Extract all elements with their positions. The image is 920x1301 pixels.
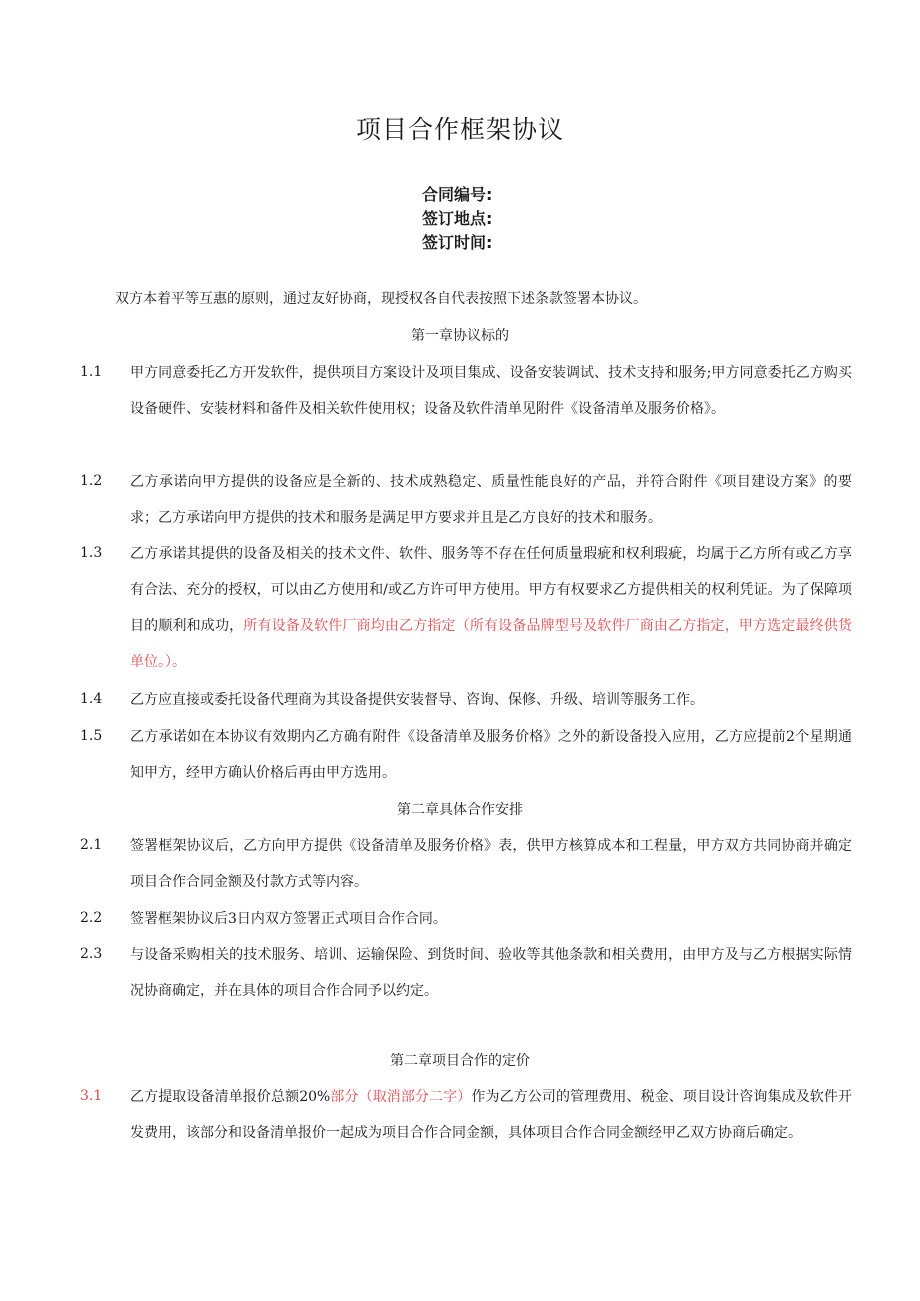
sign-place-label: 签订地点:	[422, 209, 493, 228]
clause-text: 与设备采购相关的技术服务、培训、运输保险、到货时间、验收等其他条款和相关费用，由甲方及与乙方根据实际情况协商确定，并在具体的项目合作合同予以约定。	[130, 947, 852, 999]
clause-number: 1.2	[80, 473, 103, 489]
contract-number-label: 合同编号:	[422, 185, 493, 204]
clause-text	[130, 536, 852, 680]
clause-text: 甲方同意委托乙方开发软件，提供项目方案设计及项目集成、设备安装调试、技术支持和服务;甲方同意委托乙方购买设备硬件、安装材料和备件及相关软件使用权；设备及软件清单见附件《设备清单及服务价格》。	[130, 365, 852, 417]
clause-text: 乙方应直接或委托设备代理商为其设备提供安装督导、咨询、保修、升级、培训等服务工作。	[130, 692, 704, 708]
document-title: 项目合作框架协议	[355, 115, 564, 144]
clause-number: 1.3	[80, 545, 103, 561]
clause-number: 2.2	[80, 910, 103, 926]
intro-paragraph: 双方本着平等互惠的原则，通过友好协商，现授权各自代表按照下述条款签署本协议。	[115, 291, 647, 307]
chapter-3-title: 第二章项目合作的定价	[390, 1053, 530, 1069]
clause-text-highlight: 部分（取消部分二字）	[330, 1089, 472, 1105]
clause-number: 3.1	[80, 1088, 103, 1104]
clause-text: 乙方承诺如在本协议有效期内乙方确有附件《设备清单及服务价格》之外的新设备投入应用，乙方应提前2个星期通知甲方，经甲方确认价格后再由甲方选用。	[130, 729, 852, 781]
sign-time-label: 签订时间:	[422, 233, 493, 252]
clause-text	[130, 1079, 852, 1151]
clause-number: 2.3	[80, 946, 103, 962]
clause-text-plain: 作为乙方公司的管理费用、税金、项目设计咨询集成及软件开发费用，该部分和设备清单报价一起成为项目合作合同金额，具体项目合作合同金额经甲乙双方协商后确定。	[130, 1089, 852, 1141]
clause-text: 签署框架协议后3日内双方签署正式项目合作合同。	[130, 911, 447, 927]
clause-number: 1.5	[80, 728, 103, 744]
clause-number: 2.1	[80, 837, 103, 853]
clause-number: 1.1	[80, 364, 103, 380]
chapter-1-title: 第一章协议标的	[411, 328, 509, 344]
clause-text-plain: 乙方承诺其提供的设备及相关的技术文件、软件、服务等不存在任何质量瑕疵和权利瑕疵，均属于乙方所有或乙方享有合法、充分的授权，可以由乙方使用和/或乙方许可甲方使用。甲方有权要求乙方提供相关的权利凭证。为了保障项目的顺利和成功，	[130, 546, 852, 634]
clause-number: 1.4	[80, 691, 103, 707]
chapter-2-title: 第二章具体合作安排	[397, 802, 523, 818]
clause-text-highlight: 所有设备及软件厂商均由乙方指定（所有设备品牌型号及软件厂商由乙方指定，甲方选定最终供货单位。）。	[130, 618, 852, 670]
clause-text: 签署框架协议后，乙方向甲方提供《设备清单及服务价格》表，供甲方核算成本和工程量，甲方双方共同协商并确定项目合作合同金额及付款方式等内容。	[130, 838, 852, 890]
clause-text-plain: 乙方提取设备清单报价总额20%	[130, 1089, 331, 1105]
clause-text: 乙方承诺向甲方提供的设备应是全新的、技术成熟稳定、质量性能良好的产品，并符合附件《项目建设方案》的要求；乙方承诺向甲方提供的技术和服务是满足甲方要求并且是乙方良好的技术和服务。	[130, 474, 852, 526]
